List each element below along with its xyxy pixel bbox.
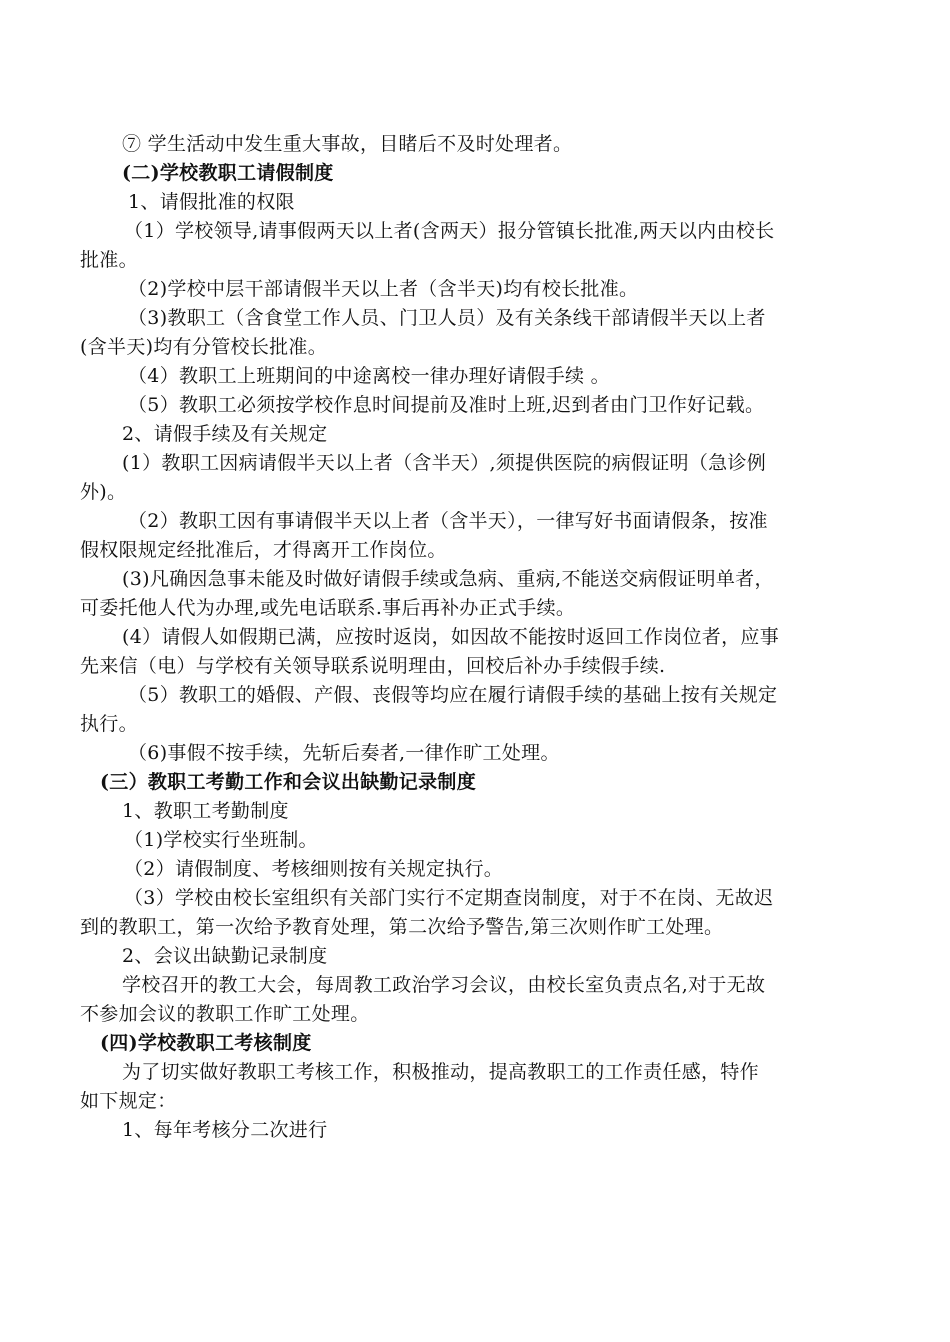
section-heading: (二)学校教职工请假制度 (122, 162, 334, 184)
text-line: （2）教职工因有事请假半天以上者（含半天），一律写好书面请假条，按准 (128, 510, 768, 532)
section-heading: (四)学校教职工考核制度 (100, 1032, 312, 1054)
text-line: 执行。 (80, 713, 138, 735)
document-body (80, 130, 870, 1145)
text-line: 可委托他人代为办理,或先电话联系.事后再补办正式手续。 (80, 597, 576, 619)
text-line: 学校召开的教工大会，每周教工政治学习会议，由校长室负责点名,对于无故 (122, 974, 766, 996)
text-line: （1)学校实行坐班制。 (124, 829, 318, 851)
text-line: (含半天)均有分管校长批准。 (80, 336, 328, 358)
text-line: 2、请假手续及有关规定 (122, 423, 328, 445)
text-line: 1、教职工考勤制度 (122, 800, 289, 822)
text-line: （2)学校中层干部请假半天以上者（含半天)均有校长批准。 (128, 278, 639, 300)
text-line: （6)事假不按手续，先斩后奏者,一律作旷工处理。 (128, 742, 560, 764)
text-line: 先来信（电）与学校有关领导联系说明理由，回校后补办手续假手续. (80, 655, 666, 677)
text-line: ⑦ 学生活动中发生重大事故，目睹后不及时处理者。 (122, 133, 573, 155)
text-line: (3)凡确因急事未能及时做好请假手续或急病、重病,不能送交病假证明单者， (122, 568, 774, 590)
text-line: （3)教职工（含食堂工作人员、门卫人员）及有关条线干部请假半天以上者 (128, 307, 766, 329)
text-line: 到的教职工，第一次给予教育处理，第二次给予警告,第三次则作旷工处理。 (80, 916, 724, 938)
text-line: 不参加会议的教职工作旷工处理。 (80, 1003, 370, 1025)
section-heading: (三）教职工考勤工作和会议出缺勤记录制度 (100, 771, 476, 793)
text-line: （5）教职工必须按学校作息时间提前及准时上班,迟到者由门卫作好记载。 (128, 394, 765, 416)
text-line: （4）教职工上班期间的中途离校一律办理好请假手续 。 (128, 365, 610, 387)
text-line: (4）请假人如假期已满，应按时返岗，如因故不能按时返回工作岗位者，应事 (122, 626, 780, 648)
text-line: 批准。 (80, 249, 138, 271)
text-line: 外)。 (80, 481, 127, 503)
text-line: 为了切实做好教职工考核工作，积极推动，提高教职工的工作责任感，特作 (122, 1061, 759, 1083)
text-line: 1、请假批准的权限 (128, 191, 295, 213)
text-line: （2）请假制度、考核细则按有关规定执行。 (124, 858, 504, 880)
text-line: （1）学校领导,请事假两天以上者(含两天）报分管镇长批准,两天以内由校长 (124, 220, 775, 242)
text-line: （5）教职工的婚假、产假、丧假等均应在履行请假手续的基础上按有关规定 (128, 684, 778, 706)
text-line: (1）教职工因病请假半天以上者（含半天）,须提供医院的病假证明（急诊例 (122, 452, 767, 474)
text-line: 如下规定： (80, 1090, 177, 1112)
text-line: 2、会议出缺勤记录制度 (122, 945, 328, 967)
text-line: 1、每年考核分二次进行 (122, 1119, 328, 1141)
text-line: 假权限规定经批准后，才得离开工作岗位。 (80, 539, 447, 561)
text-line: （3）学校由校长室组织有关部门实行不定期查岗制度，对于不在岗、无故迟 (124, 887, 774, 909)
